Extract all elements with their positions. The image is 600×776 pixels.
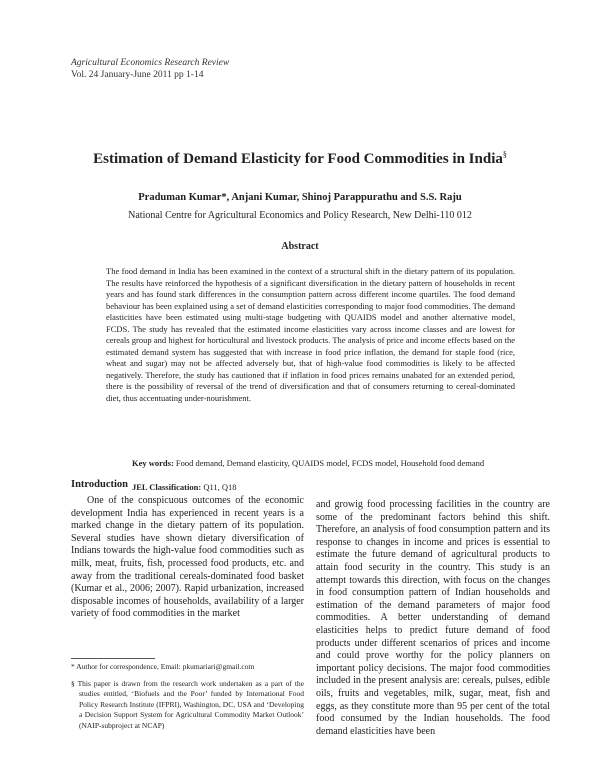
paper-title-text: Estimation of Demand Elasticity for Food Commodities in India <box>93 151 503 167</box>
jel-text: Q11, Q18 <box>201 482 237 492</box>
keywords <box>132 458 532 468</box>
intro-paragraph-1: One of the conspicuous outcomes of the economic development India has experienced in recent years is a marked change in the dietary pattern of its population. Several studies have shown dietary diversification of Indians towards the high-value food commodities such as milk, meat, fruits, fish, processed food products, etc. and away from the traditional cereals-dominated food basket (Kumar et al., 2006; 2007). Rapid urbanization, increased disposable incomes of households, availability of a larger variety of food commodities in the market <box>71 495 304 620</box>
introduction-heading: Introduction <box>71 479 128 490</box>
footnote-source: § This paper is drawn from the research work undertaken as a part of the studies entitled, ‘Biofuels and the Poor’ funded by International Food Policy Research Institute (IFPRI), Washington, DC, USA and ‘Developing a Decision Support System for Agricultural Commodity Market Outlook’ (NAIP-subproject at NCAP) <box>71 678 304 730</box>
jel-label: JEL Classification: <box>132 482 202 492</box>
left-column <box>71 479 304 621</box>
footnote-rule <box>71 658 155 659</box>
right-column <box>316 499 550 738</box>
journal-name: Agricultural Economics Research Review <box>71 58 230 68</box>
intro-paragraph-2: and growig food processing facilities in the country are some of the predominant factors behind this shift. Therefore, an analysis of food consumption pattern and its response to changes in income and prices is essential to estimate the future demand of agricultural products to attain food security in the country. This study is an attempt towards this direction, with focus on the changes in food consumption pattern of Indian households and estimation of the demand parameters of major food commodities. A better understanding of demand elasticities helps to predict future demand of food products under different scenarios of prices and income and could prove worthy for the policy planners on important policy decisions. The major food commodities included in the present analysis are: cereals, pulses, edible oils, fruits and vegetables, milk, sugar, meat, fish and eggs, as they constitute more than 95 per cent of the total food consumed by the Indian households. The food demand elasticities have been <box>316 499 550 737</box>
abstract-text: The food demand in India has been examined in the context of a structural shift in the dietary pattern of its population. The results have reinforced the hypothesis of a significant diversification in the dietary pattern of households in recent years and has found stark differences in the consumption pattern across different income quartiles. The food demand behaviour has been explained using a set of demand elasticities corresponding to major food commodities. The demand elasticities have been estimated using multi-stage budgeting with QUAIDS model and another alternative model, FCDS. The study has revealed that the estimated income elasticities vary across income classes and are lowest for cereals group and highest for horticultural and livestock products. The analysis of price and income effects based on the estimated demand system has suggested that with increase in food price inflation, the demand for staple food (rice, wheat and sugar) may not be affected adversely but, that of high-value food commodities is likely to be affected negatively. Therefore, the study has cautioned that if inflation in food prices remains unabated for an extended period, there is the possibility of reversal of the trend of diversification and that of consumers returning to cereal-dominated diet, thus accentuating under-nourishment. <box>106 266 515 403</box>
footnotes <box>71 662 304 731</box>
journal-header <box>71 57 229 81</box>
paper-title <box>0 150 600 168</box>
affiliation: National Centre for Agricultural Economics and Policy Research, New Delhi-110 012 <box>128 210 472 221</box>
keywords-label: Key words: <box>132 458 174 468</box>
journal-issue: Vol. 24 January-June 2011 pp 1-14 <box>71 70 204 80</box>
footnote-correspondence: * Author for correspondence, Email: pkumariari@gmail.com <box>71 662 255 671</box>
keywords-text: Food demand, Demand elasticity, QUAIDS model, FCDS model, Household food demand <box>173 458 485 468</box>
author-list: Praduman Kumar*, Anjani Kumar, Shinoj Parappurathu and S.S. Raju <box>138 192 462 203</box>
title-footnote-mark: § <box>502 150 507 159</box>
abstract-heading: Abstract <box>281 241 319 252</box>
